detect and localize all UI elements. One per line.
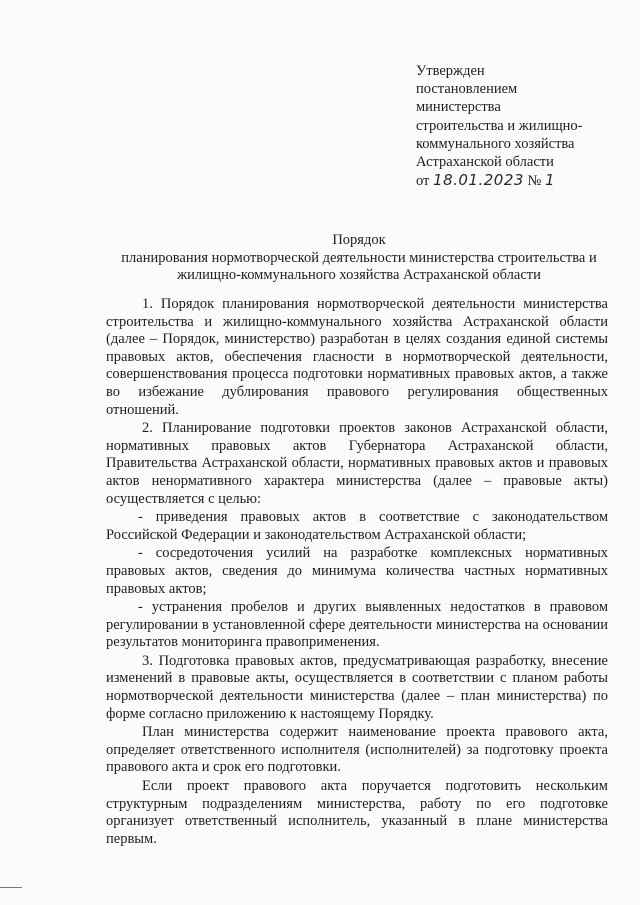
list-item: - приведения правовых актов в соответствие с законодательством Российской Федерации и законодательством Астраханской области; <box>106 509 608 543</box>
date-prefix: от <box>416 173 430 190</box>
paragraph: План министерства содержит наименование проекта правового акта, определяет ответственного исполнителя (исполнителей) за подготовку проекта правового акта и срок его подготовки. <box>106 724 608 776</box>
document-body <box>106 296 608 848</box>
paragraph: Если проект правового акта поручается подготовить нескольким структурным подразделениям министерства, работу по его подготовке организует ответственный исполнитель, указанный в плане министерства первым. <box>106 778 608 847</box>
approval-block <box>416 62 616 190</box>
approval-line: постановлением <box>416 81 518 98</box>
approval-line: министерства <box>416 99 501 116</box>
paragraph: 1. Порядок планирования нормотворческой деятельности министерства строительства и жилищно-коммунального хозяйства Астраханской области (далее – Порядок, министерство) разработан в целях создания единой системы правовых актов, обеспечения гласности в нормотворческой деятельности, совершенствования процесса подготовки нормативных правовых актов, а также во избежание дублирования правового регулирования общественных отношений. <box>106 296 608 418</box>
list-item: - сосредоточения усилий на разработке комплексных нормативных правовых актов, сведения до минимума количества частных нормативных правовых актов; <box>106 545 608 597</box>
number-prefix: № <box>527 173 542 190</box>
paragraph: 3. Подготовка правовых актов, предусматривающая разработку, внесение изменений в правовые акты, осуществляется в соответствии с планом работы нормотворческой деятельности министерства (далее – план министерства) по форме согласно приложению к настоящему Порядку. <box>106 652 608 722</box>
paragraph: 2. Планирование подготовки проектов законов Астраханской области, нормативных правовых актов Губернатора Астраханской области, Правительства Астраханской области, нормативных правовых актов и правовых актов ненормативного характера министерства (далее – правовые акты) осуществляется с целью: <box>106 420 608 507</box>
approval-line: коммунального хозяйства <box>416 135 575 152</box>
list-item: - устранения пробелов и других выявленных недостатков в правовом регулировании в установленной сфере деятельности министерства на основании результатов мониторинга правоприменения. <box>106 599 608 651</box>
approval-line: Астраханской области <box>416 154 554 171</box>
approval-line: строительства и жилищно- <box>416 117 583 134</box>
title-heading: Порядок <box>332 232 386 248</box>
handwritten-number: 1 <box>545 171 556 190</box>
title-subtitle: планирования нормотворческой деятельности министерства строительства и жилищно-коммунального хозяйства Астраханской области <box>121 249 597 283</box>
approval-line: Утвержден <box>416 63 485 79</box>
scan-edge-mark <box>0 887 22 888</box>
approval-date-line <box>416 171 616 190</box>
handwritten-date: 18.01.2023 <box>433 171 524 190</box>
document-title <box>104 232 614 285</box>
